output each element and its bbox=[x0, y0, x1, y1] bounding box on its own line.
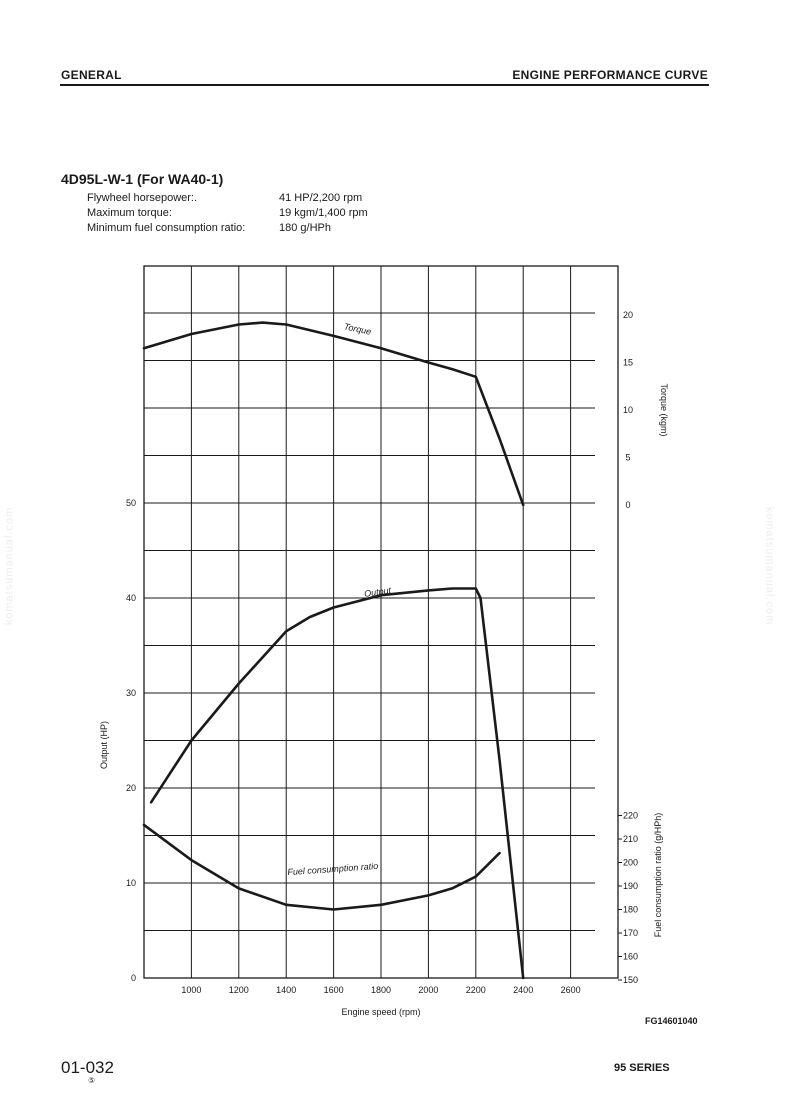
x-tick-label: 1800 bbox=[370, 985, 392, 995]
fuel-tick-label: 180 bbox=[623, 904, 639, 915]
spec-value-fuel: 180 g/HPh bbox=[279, 222, 331, 234]
output-curve bbox=[151, 589, 523, 979]
fuel-tick-label: 150 bbox=[623, 975, 639, 985]
x-tick-label: 1600 bbox=[323, 985, 344, 995]
section-header: GENERAL bbox=[61, 68, 122, 82]
x-axis-title: Engine speed (rpm) bbox=[341, 1007, 421, 1017]
fuel-tick-label: 190 bbox=[623, 881, 639, 891]
output-tick-label: 30 bbox=[125, 688, 136, 698]
x-tick-label: 2600 bbox=[560, 985, 581, 995]
fuel-tick-label: 210 bbox=[623, 834, 639, 844]
torque-tick-label: 20 bbox=[622, 310, 634, 320]
figure-code: FG14601040 bbox=[645, 1016, 698, 1026]
spec-label-torque: Maximum torque: bbox=[87, 207, 172, 219]
fuel-tick-label: 160 bbox=[623, 951, 639, 962]
model-title: 4D95L-W-1 (For WA40-1) bbox=[61, 171, 224, 187]
torque-curve-label: Torque bbox=[343, 321, 373, 337]
watermark-right: komatsumanual.com bbox=[763, 506, 776, 626]
x-tick-label: 1000 bbox=[181, 985, 202, 995]
fuel-tick-label: 220 bbox=[623, 810, 639, 821]
torque-tick-label: 10 bbox=[622, 405, 634, 415]
torque-tick-label: 5 bbox=[625, 452, 631, 463]
spec-label-fuel: Minimum fuel consumption ratio: bbox=[87, 222, 246, 234]
spec-value-torque: 19 kgm/1,400 rpm bbox=[279, 207, 368, 219]
output-tick-label: 10 bbox=[125, 878, 136, 888]
spec-label-horsepower: Flywheel horsepower:. bbox=[87, 192, 198, 204]
output-tick-label: 20 bbox=[125, 783, 136, 793]
x-tick-label: 2200 bbox=[465, 985, 486, 995]
page-revision-mark: ⑤ bbox=[88, 1076, 96, 1085]
output-curve-label: Output bbox=[363, 585, 392, 599]
output-tick-label: 40 bbox=[125, 593, 136, 603]
chart-labels bbox=[99, 310, 669, 1017]
torque-tick-label: 15 bbox=[622, 357, 634, 368]
x-tick-label: 1200 bbox=[228, 985, 249, 995]
fuel-tick-label: 170 bbox=[623, 928, 639, 938]
fuel-curve-label: Fuel consumption ratio bbox=[287, 860, 379, 878]
spec-value-horsepower: 41 HP/2,200 rpm bbox=[279, 192, 363, 204]
torque-tick-label: 0 bbox=[625, 500, 631, 510]
fuel-tick-label: 200 bbox=[623, 857, 639, 868]
x-tick-label: 1400 bbox=[276, 985, 297, 995]
x-tick-label: 2000 bbox=[418, 985, 439, 995]
fuel-axis-title: Fuel consumption ratio (g/HPh) bbox=[653, 812, 663, 938]
page-header-title: ENGINE PERFORMANCE CURVE bbox=[512, 68, 708, 82]
output-tick-label: 0 bbox=[130, 973, 136, 983]
output-axis-title: Output (HP) bbox=[99, 720, 109, 770]
output-tick-label: 50 bbox=[125, 498, 136, 508]
watermark-left: komatsumanual.com bbox=[3, 506, 16, 626]
x-tick-label: 2400 bbox=[513, 985, 534, 995]
torque-axis-title: Torque (kgm) bbox=[659, 383, 669, 437]
page-number: 01-032 bbox=[61, 1058, 114, 1077]
series-name: 95 SERIES bbox=[614, 1062, 670, 1074]
